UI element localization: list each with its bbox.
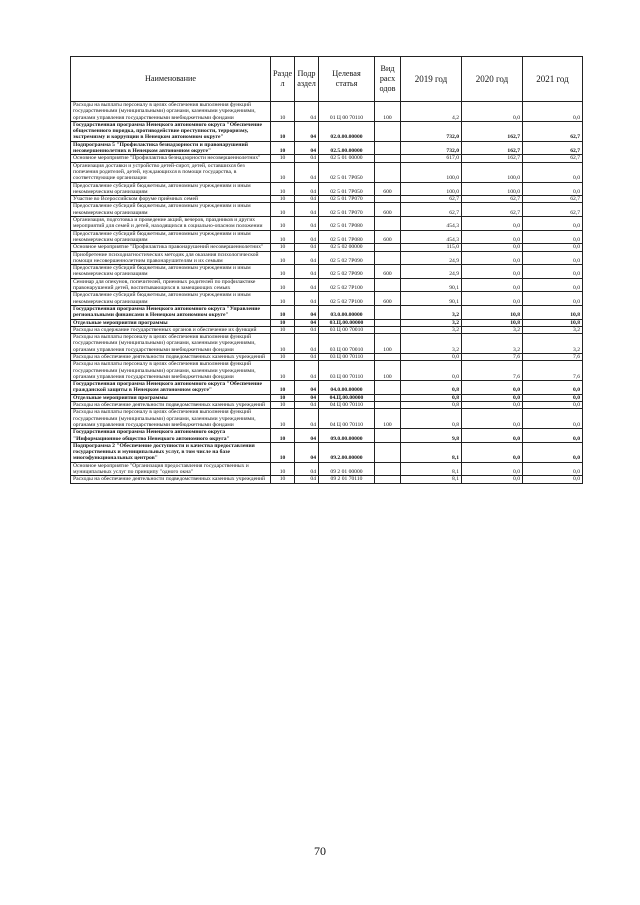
row-section-cell: 10 (271, 196, 295, 203)
row-section-cell: 10 (271, 326, 295, 333)
row-subsection-cell: 04 (295, 141, 319, 155)
row-section-cell: 10 (271, 203, 295, 217)
row-2019-cell: 115,0 (401, 244, 462, 251)
row-name-cell: Подпрограмма 2 "Обеспечение доступности и качества предоставления государственных и муниципальных услуг, в том числе на базе многофункциональных центров" (71, 442, 271, 462)
row-2020-cell: 0,0 (462, 394, 523, 401)
table-row (71, 196, 583, 203)
row-target-article-cell: 02 5 01 7Р080 (319, 217, 375, 231)
row-2020-cell: 0,0 (462, 251, 523, 265)
row-2021-cell: 62,7 (523, 141, 583, 155)
row-subsection-cell: 04 (295, 203, 319, 217)
row-target-article-cell: 04 Ц 00 70110 (319, 402, 375, 409)
table-row (71, 102, 583, 122)
row-subsection-cell: 04 (295, 442, 319, 462)
row-2019-cell: 0,0 (401, 353, 462, 360)
row-2019-cell: 0,8 (401, 409, 462, 429)
table-row (71, 334, 583, 354)
row-target-article-cell: 02.0.00.00000 (319, 121, 375, 141)
row-subsection-cell: 04 (295, 292, 319, 306)
row-target-article-cell: 02 5 01 7Р080 (319, 230, 375, 244)
row-subsection-cell: 04 (295, 381, 319, 395)
row-section-cell: 10 (271, 305, 295, 319)
header-2021: 2021 год (523, 57, 583, 102)
row-target-article-cell: 09.2.00.00000 (319, 442, 375, 462)
row-2020-cell: 0,0 (462, 278, 523, 292)
row-target-article-cell: 04 Ц 00 70110 (319, 409, 375, 429)
row-2020-cell: 7,6 (462, 353, 523, 360)
row-2021-cell: 10,8 (523, 319, 583, 326)
table-row (71, 326, 583, 333)
row-2021-cell: 0,0 (523, 244, 583, 251)
row-2020-cell: 100,0 (462, 162, 523, 182)
row-expense-type-cell (375, 394, 401, 401)
row-subsection-cell: 04 (295, 334, 319, 354)
row-2020-cell: 0,0 (462, 476, 523, 483)
row-target-article-cell: 02.5.00.00000 (319, 141, 375, 155)
table-row (71, 292, 583, 306)
row-2019-cell: 100,0 (401, 162, 462, 182)
row-subsection-cell: 04 (295, 319, 319, 326)
row-expense-type-cell (375, 429, 401, 443)
row-target-article-cell: 02 5 02 00000 (319, 244, 375, 251)
row-section-cell: 10 (271, 265, 295, 279)
row-2021-cell: 0,0 (523, 251, 583, 265)
row-subsection-cell: 04 (295, 244, 319, 251)
row-target-article-cell: 03 Ц 00 70110 (319, 353, 375, 360)
row-expense-type-cell (375, 278, 401, 292)
row-expense-type-cell: 100 (375, 334, 401, 354)
row-subsection-cell: 04 (295, 121, 319, 141)
row-subsection-cell: 04 (295, 162, 319, 182)
row-name-cell: Расходы на выплаты персоналу в целях обеспечения выполнения функций государственными (муниципальными) органами, казенными учреждениями, органами управления государственными внебюджетными фондами (71, 361, 271, 381)
row-target-article-cell: 04.0.00.00000 (319, 381, 375, 395)
table-row (71, 319, 583, 326)
row-name-cell: Предоставление субсидий бюджетным, автономным учреждениям и иным некоммерческим организациям (71, 182, 271, 196)
row-2019-cell: 4,2 (401, 102, 462, 122)
row-2019-cell: 24,9 (401, 265, 462, 279)
row-subsection-cell: 04 (295, 326, 319, 333)
table-row (71, 230, 583, 244)
table-row (71, 361, 583, 381)
row-2019-cell: 62,7 (401, 203, 462, 217)
row-section-cell: 10 (271, 429, 295, 443)
row-expense-type-cell (375, 196, 401, 203)
table-row (71, 476, 583, 483)
row-target-article-cell: 02 5 02 7Р090 (319, 265, 375, 279)
row-section-cell: 10 (271, 102, 295, 122)
row-2019-cell: 8,1 (401, 462, 462, 476)
row-name-cell: Отдельные мероприятия программы (71, 319, 271, 326)
row-name-cell: Основное мероприятие "Организация предоставления государственных и муниципальных услуг по принципу "одного окна" (71, 462, 271, 476)
row-2021-cell: 0,0 (523, 462, 583, 476)
table-row (71, 462, 583, 476)
row-name-cell: Основное мероприятие "Профилактика правонарушений несовершеннолетних" (71, 244, 271, 251)
row-name-cell: Предоставление субсидий бюджетным, автономным учреждениям и иным некоммерческим организациям (71, 203, 271, 217)
row-section-cell: 10 (271, 334, 295, 354)
row-2020-cell: 0,0 (462, 429, 523, 443)
row-subsection-cell: 04 (295, 230, 319, 244)
row-2021-cell: 10,8 (523, 305, 583, 319)
row-name-cell: Государственная программа Ненецкого автономного округа "Информационное общество Ненецкого автономного округа" (71, 429, 271, 443)
row-2021-cell: 0,0 (523, 394, 583, 401)
row-expense-type-cell (375, 217, 401, 231)
row-expense-type-cell: 600 (375, 182, 401, 196)
row-2021-cell: 7,6 (523, 353, 583, 360)
row-subsection-cell: 04 (295, 476, 319, 483)
row-2019-cell: 0,8 (401, 402, 462, 409)
row-section-cell: 10 (271, 476, 295, 483)
row-section-cell: 10 (271, 162, 295, 182)
row-name-cell: Приобретение психодиагностических методик для оказания психологической помощи несовершеннолетним правонарушителям и их семьям (71, 251, 271, 265)
header-section: Разде л (271, 57, 295, 102)
row-2020-cell: 0,0 (462, 244, 523, 251)
row-target-article-cell: 02 5 01 7Р070 (319, 203, 375, 217)
row-section-cell: 10 (271, 244, 295, 251)
row-2021-cell: 0,0 (523, 182, 583, 196)
row-2020-cell: 0,0 (462, 217, 523, 231)
row-section-cell: 10 (271, 381, 295, 395)
row-2021-cell: 62,7 (523, 121, 583, 141)
row-subsection-cell: 04 (295, 429, 319, 443)
row-2019-cell: 732,0 (401, 141, 462, 155)
row-2019-cell: 24,9 (401, 251, 462, 265)
row-name-cell: Отдельные мероприятия программы (71, 394, 271, 401)
row-2021-cell: 62,7 (523, 196, 583, 203)
row-2021-cell: 3,2 (523, 326, 583, 333)
row-2020-cell: 0,0 (462, 402, 523, 409)
row-2020-cell: 100,0 (462, 182, 523, 196)
row-expense-type-cell (375, 244, 401, 251)
row-2021-cell: 0,0 (523, 409, 583, 429)
row-target-article-cell: 09.0.00.00000 (319, 429, 375, 443)
row-expense-type-cell: 600 (375, 292, 401, 306)
row-subsection-cell: 04 (295, 402, 319, 409)
row-2021-cell: 0,0 (523, 442, 583, 462)
table-row (71, 203, 583, 217)
row-2019-cell: 0,8 (401, 394, 462, 401)
row-target-article-cell: 02 5 01 7Р070 (319, 196, 375, 203)
row-target-article-cell: 04.Ц.00.00000 (319, 394, 375, 401)
row-subsection-cell: 04 (295, 305, 319, 319)
row-2019-cell: 3,2 (401, 334, 462, 354)
row-subsection-cell: 04 (295, 409, 319, 429)
row-section-cell: 10 (271, 121, 295, 141)
row-2019-cell: 0,0 (401, 361, 462, 381)
row-subsection-cell: 04 (295, 182, 319, 196)
row-target-article-cell: 03.0.00.00000 (319, 305, 375, 319)
row-expense-type-cell (375, 121, 401, 141)
row-2019-cell: 3,2 (401, 326, 462, 333)
row-2021-cell: 0,0 (523, 429, 583, 443)
row-expense-type-cell: 100 (375, 361, 401, 381)
row-subsection-cell: 04 (295, 353, 319, 360)
header-expense-type: Вид расх одов (375, 57, 401, 102)
row-section-cell: 10 (271, 402, 295, 409)
row-2021-cell: 62,7 (523, 155, 583, 162)
row-name-cell: Государственная программа Ненецкого автономного округа "Обеспечение гражданской защиты в Ненецком автономном округе" (71, 381, 271, 395)
row-subsection-cell: 04 (295, 217, 319, 231)
row-2020-cell: 10,8 (462, 305, 523, 319)
table-row (71, 381, 583, 395)
row-section-cell: 10 (271, 353, 295, 360)
row-subsection-cell: 04 (295, 462, 319, 476)
row-expense-type-cell (375, 476, 401, 483)
row-2019-cell: 8,1 (401, 476, 462, 483)
row-subsection-cell: 04 (295, 251, 319, 265)
row-2020-cell: 0,0 (462, 292, 523, 306)
row-name-cell: Организация доставки и устройство детей-сирот, детей, оставшихся без попечения родителей, детей, нуждающихся в помощи государства, в соответствующие организации (71, 162, 271, 182)
row-name-cell: Государственная программа Ненецкого автономного округа "Управление региональными финансами в Ненецком автономном округе" (71, 305, 271, 319)
row-expense-type-cell (375, 305, 401, 319)
row-expense-type-cell (375, 381, 401, 395)
row-2021-cell: 7,6 (523, 361, 583, 381)
row-name-cell: Расходы на выплаты персоналу в целях обеспечения выполнения функций государственными (муниципальными) органами, казенными учреждениями, органами управления государственными внебюджетными фондами (71, 409, 271, 429)
row-expense-type-cell (375, 442, 401, 462)
table-header-row (71, 57, 583, 102)
table-row (71, 278, 583, 292)
row-name-cell: Государственная программа Ненецкого автономного округа "Обеспечение общественного порядка, противодействие преступности, терроризму, экстремизму и коррупции в Ненецком автономном округе" (71, 121, 271, 141)
row-name-cell: Расходы на обеспечение деятельности подведомственных казенных учреждений (71, 402, 271, 409)
row-target-article-cell: 02 5 02 7Р100 (319, 278, 375, 292)
row-expense-type-cell: 600 (375, 265, 401, 279)
row-2020-cell: 0,0 (462, 409, 523, 429)
row-2021-cell: 0,0 (523, 217, 583, 231)
row-2019-cell: 732,0 (401, 121, 462, 141)
header-name: Наименование (71, 57, 271, 102)
row-section-cell: 10 (271, 230, 295, 244)
row-expense-type-cell: 100 (375, 102, 401, 122)
row-name-cell: Расходы на обеспечение деятельности подведомственных казенных учреждений (71, 476, 271, 483)
row-2021-cell: 0,0 (523, 292, 583, 306)
row-2020-cell: 0,0 (462, 462, 523, 476)
row-expense-type-cell (375, 162, 401, 182)
row-target-article-cell: 09 2 01 00000 (319, 462, 375, 476)
row-target-article-cell: 02 5 02 7Р090 (319, 251, 375, 265)
row-subsection-cell: 04 (295, 278, 319, 292)
row-expense-type-cell: 600 (375, 203, 401, 217)
header-2020: 2020 год (462, 57, 523, 102)
row-2020-cell: 0,0 (462, 102, 523, 122)
row-section-cell: 10 (271, 319, 295, 326)
table-row (71, 353, 583, 360)
table-row (71, 409, 583, 429)
row-name-cell: Подпрограмма 5 "Профилактика безнадзорности и правонарушений несовершеннолетних в Ненецком автономном округе" (71, 141, 271, 155)
row-2020-cell: 162,7 (462, 141, 523, 155)
row-2020-cell: 0,0 (462, 381, 523, 395)
row-subsection-cell: 04 (295, 394, 319, 401)
row-expense-type-cell (375, 326, 401, 333)
row-name-cell: Предоставление субсидий бюджетным, автономным учреждениям и иным некоммерческим организациям (71, 265, 271, 279)
table-row (71, 402, 583, 409)
table-row (71, 394, 583, 401)
row-target-article-cell: 03 Ц 00 70010 (319, 334, 375, 354)
row-name-cell: Участие во Всероссийском форуме приёмных семей (71, 196, 271, 203)
row-2020-cell: 3,2 (462, 326, 523, 333)
row-name-cell: Организация, подготовка и проведение акций, вечеров, праздников и других мероприятий для семей и детей, находящихся в социально-опасном положении (71, 217, 271, 231)
table-row (71, 121, 583, 141)
row-section-cell: 10 (271, 361, 295, 381)
row-subsection-cell: 04 (295, 196, 319, 203)
row-2020-cell: 0,0 (462, 265, 523, 279)
row-2020-cell: 162,7 (462, 155, 523, 162)
row-2019-cell: 62,7 (401, 196, 462, 203)
row-name-cell: Предоставление субсидий бюджетным, автономным учреждениям и иным некоммерческим организациям (71, 230, 271, 244)
row-section-cell: 10 (271, 217, 295, 231)
row-2019-cell: 454,3 (401, 230, 462, 244)
row-2021-cell: 0,0 (523, 102, 583, 122)
header-target-article: Целевая статья (319, 57, 375, 102)
row-expense-type-cell (375, 141, 401, 155)
row-2021-cell: 3,2 (523, 334, 583, 354)
row-section-cell: 10 (271, 278, 295, 292)
row-2020-cell: 62,7 (462, 203, 523, 217)
row-2020-cell: 0,0 (462, 230, 523, 244)
budget-table-container (70, 56, 582, 484)
row-2020-cell: 3,2 (462, 334, 523, 354)
row-name-cell: Основное мероприятие "Профилактика безнадзорности несовершеннолетних" (71, 155, 271, 162)
row-target-article-cell: 02 5 01 00000 (319, 155, 375, 162)
row-section-cell: 10 (271, 155, 295, 162)
table-row (71, 265, 583, 279)
row-2021-cell: 0,0 (523, 230, 583, 244)
row-name-cell: Предоставление субсидий бюджетным, автономным учреждениям и иным некоммерческим организациям (71, 292, 271, 306)
row-target-article-cell: 03.Ц.00.00000 (319, 319, 375, 326)
row-section-cell: 10 (271, 394, 295, 401)
row-section-cell: 10 (271, 292, 295, 306)
table-row (71, 305, 583, 319)
row-name-cell: Расходы на выплаты персоналу в целях обеспечения выполнения функций государственными (муниципальными) органами, казенными учреждениями, органами управления государственными внебюджетными фондами (71, 334, 271, 354)
row-2019-cell: 90,1 (401, 292, 462, 306)
row-target-article-cell: 03 Ц 00 70110 (319, 361, 375, 381)
row-2021-cell: 0,0 (523, 476, 583, 483)
row-2020-cell: 162,7 (462, 121, 523, 141)
table-row (71, 217, 583, 231)
row-expense-type-cell (375, 353, 401, 360)
row-target-article-cell: 02 5 01 7Р050 (319, 162, 375, 182)
row-2019-cell: 454,3 (401, 217, 462, 231)
row-expense-type-cell (375, 319, 401, 326)
row-2020-cell: 0,0 (462, 442, 523, 462)
table-row (71, 155, 583, 162)
row-section-cell: 10 (271, 442, 295, 462)
row-subsection-cell: 04 (295, 265, 319, 279)
row-2019-cell: 3,2 (401, 319, 462, 326)
row-2019-cell: 3,2 (401, 305, 462, 319)
row-target-article-cell: 02 5 02 7Р100 (319, 292, 375, 306)
table-row (71, 244, 583, 251)
row-section-cell: 10 (271, 409, 295, 429)
row-2019-cell: 0,8 (401, 381, 462, 395)
row-2021-cell: 62,7 (523, 203, 583, 217)
row-expense-type-cell (375, 251, 401, 265)
row-2019-cell: 9,8 (401, 429, 462, 443)
row-name-cell: Расходы на содержание государственных органов и обеспечение их функций (71, 326, 271, 333)
row-2021-cell: 0,0 (523, 402, 583, 409)
table-row (71, 141, 583, 155)
row-2020-cell: 10,8 (462, 319, 523, 326)
table-row (71, 429, 583, 443)
row-expense-type-cell: 100 (375, 409, 401, 429)
row-2021-cell: 0,0 (523, 381, 583, 395)
row-subsection-cell: 04 (295, 361, 319, 381)
table-row (71, 442, 583, 462)
row-target-article-cell: 03 Ц 00 70010 (319, 326, 375, 333)
row-2021-cell: 0,0 (523, 265, 583, 279)
row-expense-type-cell (375, 462, 401, 476)
row-2019-cell: 100,0 (401, 182, 462, 196)
row-target-article-cell: 09 2 01 70110 (319, 476, 375, 483)
table-row (71, 162, 583, 182)
row-expense-type-cell (375, 402, 401, 409)
row-expense-type-cell: 600 (375, 230, 401, 244)
page-number: 70 (314, 844, 326, 858)
row-target-article-cell: 01 Ц 00 70110 (319, 102, 375, 122)
row-2020-cell: 7,6 (462, 361, 523, 381)
row-expense-type-cell (375, 155, 401, 162)
row-name-cell: Семинар для опекунов, попечителей, приемных родителей по профилактике правонарушений детей, воспитывающихся в замещающих семьях (71, 278, 271, 292)
row-2020-cell: 62,7 (462, 196, 523, 203)
header-2019: 2019 год (401, 57, 462, 102)
header-subsection: Подр аздел (295, 57, 319, 102)
table-body (71, 102, 583, 484)
row-2019-cell: 617,0 (401, 155, 462, 162)
budget-table (70, 56, 583, 484)
row-2021-cell: 0,0 (523, 278, 583, 292)
row-subsection-cell: 04 (295, 102, 319, 122)
row-2019-cell: 8,1 (401, 442, 462, 462)
row-name-cell: Расходы на выплаты персоналу в целях обеспечения выполнения функций государственными (муниципальными) органами, казенными учреждениями, органами управления государственными внебюджетными фондами (71, 102, 271, 122)
row-2019-cell: 90,1 (401, 278, 462, 292)
row-2021-cell: 0,0 (523, 162, 583, 182)
table-row (71, 182, 583, 196)
row-subsection-cell: 04 (295, 155, 319, 162)
table-row (71, 251, 583, 265)
row-name-cell: Расходы на обеспечение деятельности подведомственных казенных учреждений (71, 353, 271, 360)
row-section-cell: 10 (271, 141, 295, 155)
row-section-cell: 10 (271, 182, 295, 196)
row-target-article-cell: 02 5 01 7Р050 (319, 182, 375, 196)
row-section-cell: 10 (271, 462, 295, 476)
row-section-cell: 10 (271, 251, 295, 265)
